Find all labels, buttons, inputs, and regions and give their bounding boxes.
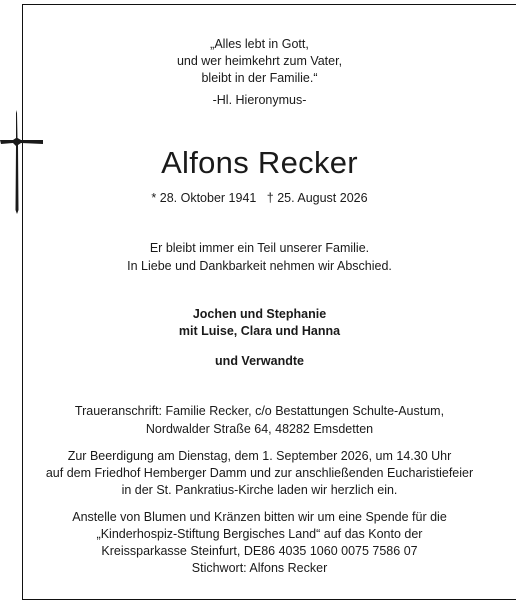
quote-author: -Hl. Hieronymus- [212,93,307,107]
message-line-2: In Liebe und Dankbarkeit nehmen wir Abschied. [127,259,392,273]
message-line-1: Er bleibt immer ein Teil unserer Familie. [149,241,370,255]
mourners-line-3: und Verwandte [215,354,304,368]
address-line-2: Nordwalder Straße 64, 48282 Emsdetten [145,422,374,436]
donation-line-4: Stichwort: Alfons Recker [191,561,328,575]
deceased-name: Alfons Recker [161,145,358,180]
donation-line-3: Kreissparkasse Steinfurt, DE86 4035 1060 0075 7586 07 [101,544,418,558]
quote-line-3: bleibt in der Familie.“ [201,71,318,85]
life-dates: * 28. Oktober 1941 † 25. August 2026 [151,191,368,205]
address-line-1: Traueranschrift: Familie Recker, c/o Bestattungen Schulte-Austum, [74,404,445,418]
funeral-line-2: auf dem Friedhof Hemberger Damm und zur anschließenden Eucharistiefeier [45,466,474,480]
funeral-line-3: in der St. Pankratius-Kirche laden wir herzlich ein. [121,483,398,497]
mourners-line-2: mit Luise, Clara und Hanna [178,324,341,338]
donation-line-2: „Kinderhospiz-Stiftung Bergisches Land“ auf das Konto der [96,527,423,541]
quote-line-1: „Alles lebt in Gott, [210,37,309,51]
quote-line-2: und wer heimkehrt zum Vater, [176,54,343,68]
mourners-line-1: Jochen und Stephanie [192,307,327,321]
donation-line-1: Anstelle von Blumen und Kränzen bitten wir um eine Spende für die [72,510,447,524]
funeral-line-1: Zur Beerdigung am Dienstag, dem 1. September 2026, um 14.30 Uhr [67,449,452,463]
